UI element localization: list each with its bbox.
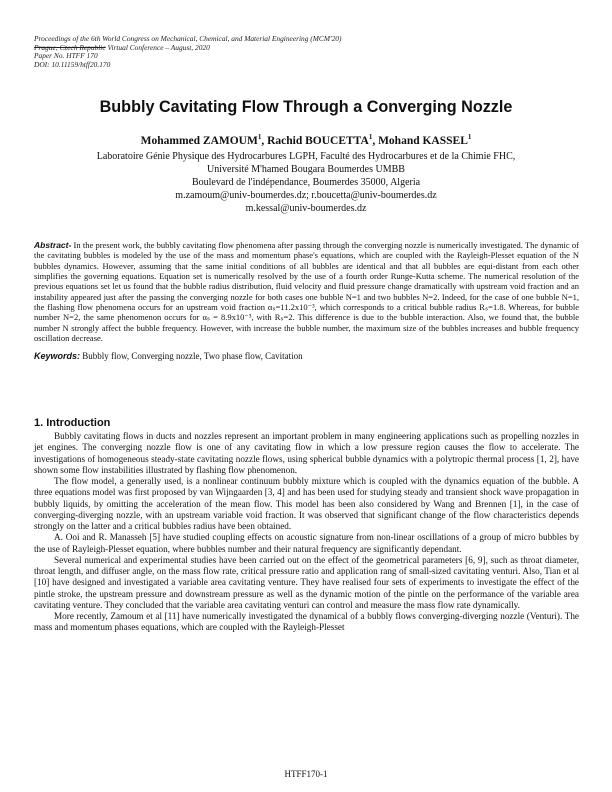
affiliation-address: Boulevard de l'indépendance, Boumerdes 35000, Algeria — [191, 177, 421, 189]
author-list — [0, 133, 612, 147]
paragraph: More recently, Zamoum et al [11] have numerically investigated the dynamical of a bubbly flows converging-diverging nozzle (Venturi). The mass and momentum phases equations, which are coupled with the Rayleigh-Plesset — [34, 611, 579, 633]
paragraph: Several numerical and experimental studies have been carried out on the effect of the geometrical parameters [6, 9], such as throat diameter, throat length, and diffuser angle, on the mass flow rate, critical pressure ratio and application rang of small-sized cavitating venturi. Also, Tian et al [10] have designed and investigated a variable area cavitating venture. They have realised four sets of experiments to investigate the effect of the pintle stroke, the upstream pressure and downstream pressure as well as the dynamic motion of the pintle on the performance of the variable area cavitating venture. They concluded that the variable area cavitating venturi can control and measure the mass flow rate dynamically. — [34, 554, 579, 610]
header-doi: DOI: 10.11159/htff20.170 — [34, 60, 111, 70]
author-affiliation-mark: 1 — [257, 133, 262, 141]
author-name: Mohand KASSEL — [378, 134, 468, 147]
affiliation-university: Université M'hamed Bougara Boumerdes UMBB — [207, 164, 405, 176]
affiliation-block — [0, 150, 612, 215]
author-affiliation-mark: 1 — [467, 133, 472, 141]
author-name: Rachid BOUCETTA — [267, 134, 369, 147]
section-heading: 1. Introduction — [34, 417, 111, 429]
author-affiliation-mark: 1 — [368, 133, 373, 141]
affiliation-lab: Laboratoire Génie Physique des Hydrocarbures LGPH, Faculté des Hydrocarbures et de la Chimie FHC, — [96, 151, 516, 162]
introduction-body — [34, 431, 579, 634]
author-separator: , — [261, 134, 268, 147]
affiliation-emails: m.zamoum@univ-boumerdes.dz; r.boucetta@univ-boumerdes.dz — [175, 190, 437, 202]
affiliation-email: m.kessal@univ-boumerdes.dz — [245, 203, 367, 215]
abstract-label: Abstract- — [34, 240, 72, 250]
header-virtual-conference: Virtual Conference – August, 2020 — [105, 42, 210, 52]
keywords — [34, 351, 579, 361]
author-name: Mohammed ZAMOUM — [140, 134, 258, 147]
header-conference-line: Proceedings of the 6th World Congress on Mechanical, Chemical, and Material Engineering (MCM'20) — [34, 34, 342, 43]
proceedings-header — [34, 35, 454, 70]
abstract — [34, 240, 579, 343]
paragraph: A. Ooi and R. Manasseh [5] have studied coupling effects on acoustic signature from non-linear oscillations of a group of micro bubbles by the use of Rayleigh-Plesset equation, where bubbles number and their natural frequency are significantly dependant. — [34, 532, 579, 554]
paragraph: The flow model, a generally used, is a nonlinear continuum bubbly mixture which is coupled with the dynamics equation of the bubble. A three equations model was first proposed by van Wijngaarden [3, 4] and has been used for studying steady and transient shock wave propagation in bubbly liquids, by omitting the acceleration of the mean flow. This model has been also considered by Wang and Brennen [1], in the case of converging-diverging nozzle, with an upstream variable void fraction. It was observed that significant change of the flow characteristics depends strongly on the latter and a critical bubbles radius have been obtained. — [34, 476, 579, 531]
header-paper-number: Paper No. HTFF 170 — [34, 51, 98, 61]
abstract-text: In the present work, the bubbly cavitating flow phenomena after passing through the converging nozzle is numerically investigated. The dynamic of the cavitating bubbles is modeled by the use of the mass and momentum phase's equations, which are coupled with the Rayleigh-Plesset equation of the N bubbles dynamics. However, assuming that the same initial conditions of all bubbles are identical and that all bubbles are equi-distant from each other simplifies the governing equations. Equation set is numerically resolved by the use of a fourth order Runge-Kutta scheme. The numerical resolution of the previous equations set let us found that the bubble radius distribution, fluid velocity and fluid pressure change dramatically with upstream void fraction and an instability appeared just after the passing the converging nozzle for both cases one bubble N=1 and two bubbles N=2. Indeed, for the case of one bubble N=1, the flashing flow phenomena occurs for an upstream void fraction αₛ=11.2x10⁻³, which corresponds to a critical bubble radius Rₛ=1.8. Whereas, for bubble number N=2, the same phenomenon occurs for αₛ = 8.9x10⁻³, with Rₛ=2. This difference is due to the bubble interaction. Also, we found that, the bubble number N strongly affect the bubble frequency. However, with increase the bubble number, the maximum size of the bubbles increases and bubble frequency oscillation decrease. — [34, 240, 579, 344]
keywords-label: Keywords: — [34, 351, 81, 361]
paragraph: Bubbly cavitating flows in ducts and nozzles represent an important problem in many engineering applications such as propelling nozzles in jet engines. The converging nozzle flow is one of any cavitating flow in which a low pressure region causes the flow to accelerate. The investigations of homogeneous steady-state cavitating nozzle flows, using spherical bubble dynamics with a polytropic thermal process [1, 2], have shown some flow instabilities illustrated by flashing flow phenomenon. — [34, 431, 579, 475]
keywords-text: Bubbly flow, Converging nozzle, Two phase flow, Cavitation — [80, 351, 303, 361]
page-footer: HTFF170-1 — [284, 769, 328, 779]
header-struck-location: Prague, Czech Republic — [34, 42, 106, 52]
author-separator: , — [372, 134, 379, 147]
paper-title: Bubbly Cavitating Flow Through a Converging Nozzle — [99, 98, 513, 116]
